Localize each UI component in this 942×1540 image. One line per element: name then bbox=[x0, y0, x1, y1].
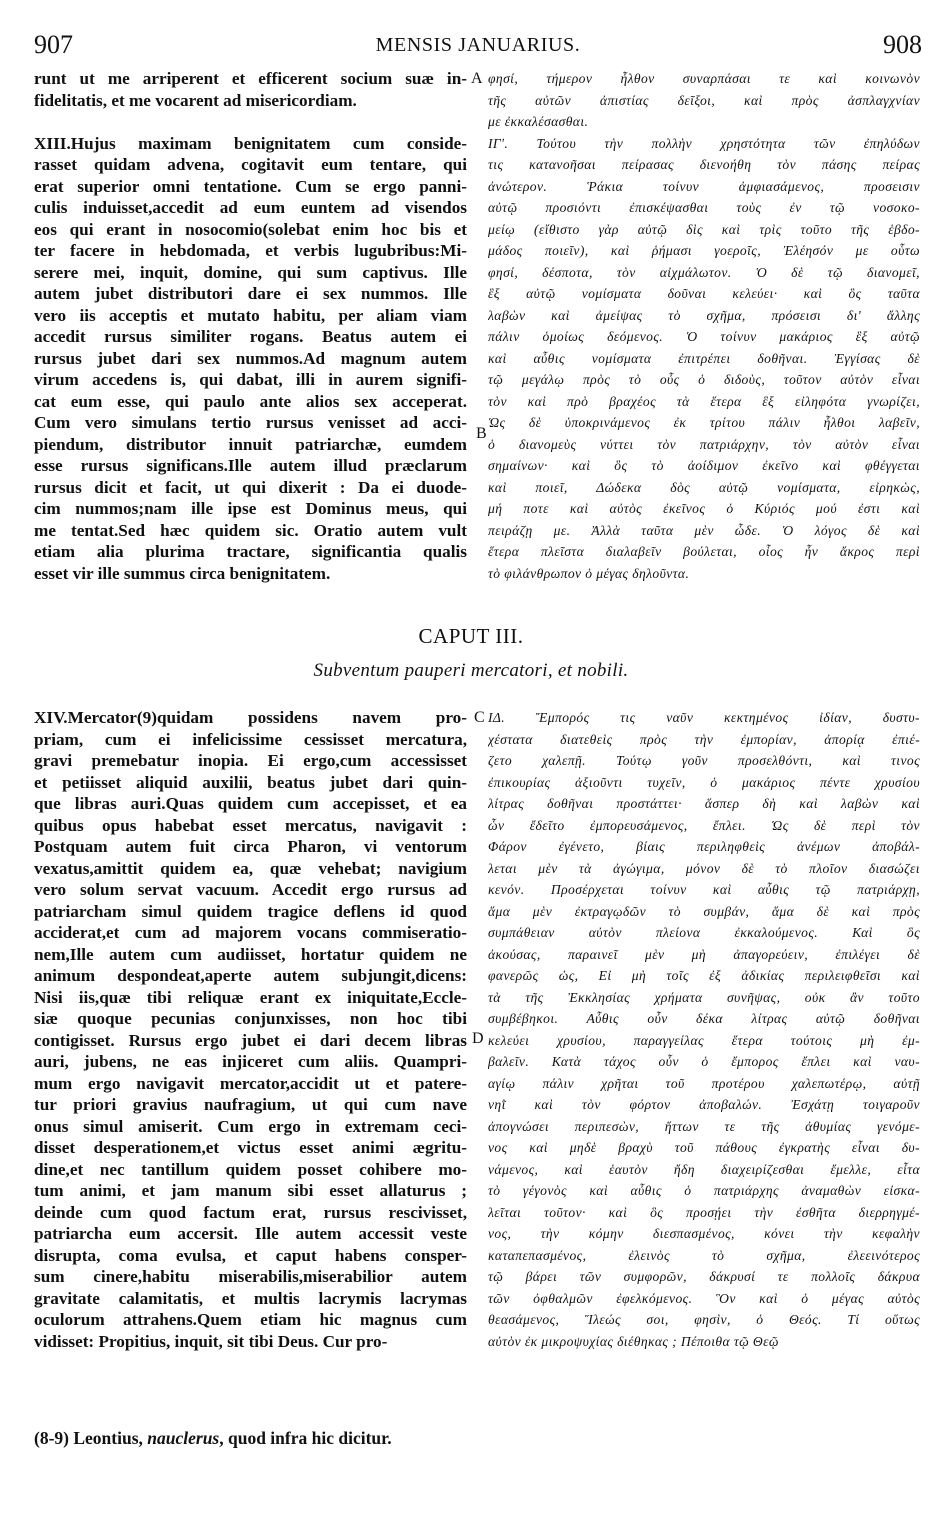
text-line: ἀκούσας, παραινεῖ μὲν μὴ ἀπαγορεύειν, ἐπιλέγει δὲ bbox=[488, 946, 920, 962]
text-line: disrupta, coma evulsa, et caput habens consper- bbox=[34, 1245, 467, 1265]
text-line: καὶ ποιεῖ, Δώδεκα δὸς αὐτῷ νομίσματα, εἰρηκὼς, bbox=[488, 479, 920, 495]
text-line: τὸ φιλάνθρωπον ὁ μέγας δηλοῦντα. bbox=[488, 565, 690, 581]
chapter-subtitle: Subventum pauperi mercatori, et nobili. bbox=[313, 660, 629, 681]
text-line: τὸν καὶ πρὸ βραχέος τὰ ἕτερα ἓξ εἰληφότα γνωρίζει, bbox=[488, 393, 920, 409]
text-line: καὶ αὖθις νομίσματα ἐπιτρέπει δοθῆναι. Ἐγγίσας δὲ bbox=[488, 350, 920, 366]
text-line: νάμενος, καὶ ἑαυτὸν ἤδη διαχειρίζεσθαι ἔμελλε, εἶτα bbox=[488, 1161, 920, 1177]
text-line: σημαίνων· καὶ ὃς τὸ ἀοίδιμον ἐκεῖνο καὶ φθέγγεται bbox=[488, 458, 920, 473]
text-line: esset vir ille summus circa benignitatem. bbox=[34, 563, 331, 583]
text-line: Nisi iis,quæ tibi reliquæ erant ex iniquitate,Eccle- bbox=[34, 987, 467, 1007]
text-line: patriarcham simul quidem tragice deflens id quod bbox=[34, 901, 467, 921]
text-line: rursus jubet dari sex nummos.Ad magnum autem bbox=[34, 348, 467, 368]
text-line: tum animi, et jam manum sibi esset allaturus ; bbox=[34, 1181, 467, 1200]
text-line: priam, cum ei infelicissime cessisset mercatura, bbox=[34, 729, 467, 749]
text-line: tur priori gravius naufragium, ut qui cum nave bbox=[34, 1095, 467, 1114]
margin-marker-b: B bbox=[476, 425, 487, 442]
text-line: νηῒ καὶ τὸν φόρτον ἀποβαλών. Ἐσχάτῃ τοιγαροῦν bbox=[488, 1097, 920, 1112]
text-line: ἕτερα πλεῖστα διαλαβεῖν βούλεται, οἷος ἦν ἄκρος περὶ bbox=[488, 544, 920, 559]
text-line: erat superior omni tentatione. Cum se ergo panni- bbox=[34, 176, 467, 196]
footnote bbox=[34, 1428, 392, 1449]
text-line: ἅμα μὲν ἐκτραγῳδῶν τὸ συμβάν, ἅμα δὲ καὶ πρὸς bbox=[488, 903, 920, 919]
text-line: πειράζῃ με. Ἀλλὰ ταῦτα μὲν ὧδε. Ὁ λόγος δὲ καὶ bbox=[488, 522, 920, 538]
text-line: φανερῶς ὡς, Εἰ μὴ τοῖς ἐξ ἀδικίας περιλειφθεῖσι καὶ bbox=[488, 968, 920, 983]
text-line: τῷ βάρει τῶν συμφορῶν, δάκρυσί τε πολλοῖς δάκρυα bbox=[488, 1269, 920, 1284]
text-line: mum ergo navigavit mercator,accidit ut et patere- bbox=[34, 1073, 467, 1093]
text-line: etiam alia plurima tractare, significantia qualis bbox=[34, 542, 467, 561]
text-line: siæ quoque pecunias conjunxisses, non hoc tibi bbox=[34, 1009, 467, 1028]
text-line: esse rursus significans.Ille autem illud præclarum bbox=[34, 456, 467, 475]
text-line: dine,et nec tantillum quidem posset cohibere mo- bbox=[34, 1159, 467, 1179]
text-line: sum cinere,habitu miserabilis,miserabilior autem bbox=[34, 1267, 467, 1286]
text-line: quibus opus habebat esset mercatus, navigavit : bbox=[34, 815, 467, 835]
text-line: Cum vero simulans tertio rursus venisset ad acci- bbox=[34, 413, 467, 432]
footnote-prefix: (8-9) Leontius, bbox=[34, 1428, 148, 1448]
text-line: Ὡς δὲ ὑποκρινάμενος ἐκ τρίτου πάλιν ἦλθοι λαβεῖν, bbox=[488, 415, 920, 430]
text-line: τις κατανοῆσαι πείρασας διενοήθη τὸν πάσης πείρας bbox=[488, 157, 920, 172]
text-line: συμβέβηκοι. Αὖθις οὖν δέκα λίτρας αὐτῷ δοθῆναι bbox=[488, 1011, 920, 1026]
text-line: animum despondeat,aperte autem subjungit,dicens: bbox=[34, 966, 467, 985]
text-line: disset desperationem,et victus esset animi ægritu- bbox=[34, 1138, 467, 1157]
text-line: τῆς αὐτῶν ἀπιστίας δεῖξοι, καὶ πρὸς ἀσπλαγχνίαν bbox=[488, 92, 920, 108]
text-line: cat eum esse, qui paulo ante alios sex acceperat. bbox=[34, 391, 467, 411]
text-line: rasset quidam advena, cogitavit eum tentare, qui bbox=[34, 155, 467, 174]
text-line: auri, jubens, ne eas injiceret cum aliis. Quampri- bbox=[34, 1052, 467, 1071]
margin-marker-c: C bbox=[474, 709, 485, 726]
text-line: ὧν ἔδεῖτο ἐμπορευσάμενος, ἔπλει. Ὡς δὲ περὶ τὸν bbox=[488, 817, 920, 833]
text-line: λεῖται τοῦτον· καὶ ὃς προσῄει τὴν ἐσθῆτα διερρηγμέ- bbox=[488, 1204, 920, 1220]
text-line: φησί, δέσποτα, τὸν αἰχμάλωτον. Ὁ δὲ τῷ διανομεῖ, bbox=[488, 264, 920, 280]
text-line: vero iis acceptis et mutato habitu, per aliam viam bbox=[34, 305, 467, 325]
text-line: gravi premebatur inopia. Ei ergo,cum accessisset bbox=[34, 751, 467, 770]
text-line: μή ποτε καὶ αὐτὸς ἐκεῖνος ὁ Κύριός μού ἐστι καὶ bbox=[488, 501, 920, 516]
text-line: λαβὼν καὶ ἀμείψας τὸ σχῆμα, πρόσεισι δι' ἄλλης bbox=[488, 307, 920, 323]
page-header bbox=[34, 30, 922, 64]
text-line: τὸ γέγονὸς καὶ αὖθις ὁ πατριάρχης ἀναμαθὼν εἰσκα- bbox=[488, 1183, 920, 1198]
footnote-emphasis: nauclerus bbox=[147, 1428, 220, 1448]
page-number-right: 908 bbox=[883, 30, 922, 59]
text-line: χέστατα διατεθεὶς πρὸς τὴν ἐμπορίαν, ἀπορίᾳ ἐπιέ- bbox=[488, 731, 920, 747]
text-line: serere mei, inquit, domine, qui sum captivus. Ille bbox=[34, 262, 467, 282]
text-line: cim nummos;nam ille ipse est Dominus meus, qui bbox=[34, 499, 467, 518]
text-line: συμπάθειαν αὐτὸν πλείονα ἐκκαλούμενος. Καὶ ὃς bbox=[488, 925, 920, 940]
text-line: θεασάμενος, Ἵλεώς σοι, φησὶν, ὁ Θεός. Τί οὕτως bbox=[488, 1312, 920, 1327]
margin-marker-a: A bbox=[471, 70, 483, 87]
text-line: eos qui erant in nosocomio(solebat enim hoc bis et bbox=[34, 219, 467, 239]
text-line: πάλιν ὁμοίως δεόμενος. Ὁ τοίνυν μακάριος ἓξ αὐτῷ bbox=[488, 329, 920, 344]
text-line: nem,Ille autem cum audiisset, hortatur quidem ne bbox=[34, 944, 467, 964]
text-line: gravitate calamitatis, et multis lacrymis lacrymas bbox=[34, 1288, 467, 1308]
text-line: acciderat,et cum ad majorem vocans commiseratio- bbox=[34, 923, 467, 942]
text-line: deinde cum quod factum erat, rursus rescivisset, bbox=[34, 1202, 467, 1222]
text-line: τῷ μεγάλῳ πρὸς τὸ οὖς ὁ διδοὺς, τοῦτον αὐτὸν εἶναι bbox=[488, 372, 920, 387]
text-line: αὐτὸν ἐκ μικροψυχίας διέθηκας ; Πέποιθα τῷ Θεῷ bbox=[488, 1333, 779, 1349]
text-line: Φάρον ἐγένετο, βίαις περιληφθεὶς ἀνέμων ἀποβάλ- bbox=[488, 839, 920, 854]
text-line: ἀνώτερον. Ῥάκια τοίνυν ἀμφιασάμενος, προσεισιν bbox=[488, 178, 920, 194]
text-line: ἐπικουρίας ἀξιοῦντι τυχεῖν, ὁ μακάριος πέντε χρυσίου bbox=[488, 774, 920, 790]
text-line: vero solum servat vacuum. Accedit ergo rursus ad bbox=[34, 880, 467, 899]
text-line: Postquam autem fuit circa Pharon, vi ventorum bbox=[34, 837, 467, 856]
text-line: oculorum attrahens.Quem etiam hic magnus cum bbox=[34, 1310, 467, 1329]
text-line: αγίῳ πάλιν χρῆται τοῦ προτέρου χαλεπωτέρῳ, αὐτῇ bbox=[488, 1075, 920, 1091]
text-line: με ἐκκαλέσασθαι. bbox=[488, 114, 589, 129]
text-line: vexatus,amittit quidem ea, quæ vehebat; navigium bbox=[34, 858, 467, 878]
text-line: patriarcha eum accersit. Ille autem accessit veste bbox=[34, 1224, 467, 1243]
text-line: νος καὶ μηδὲ βραχὺ τοῦ πάθους ἐγκρατὴς εἶναι δυ- bbox=[488, 1140, 920, 1155]
text-line: αὐτῷ προσιόντι ἐπισκέψασθαι τοὺς ἐν τῷ νοσοκο- bbox=[488, 200, 920, 215]
text-line: vidisset: Propitius, inquit, sit tibi Deus. Cur pro- bbox=[34, 1331, 388, 1351]
text-line: λίτρας δοθῆναι προστάττει· ἅσπερ δὴ καὶ λαβὼν καὶ bbox=[488, 796, 920, 811]
chapter-title: CAPUT III. bbox=[418, 624, 524, 648]
text-line: accedit rursus similiter rogans. Beatus autem ei bbox=[34, 327, 467, 346]
section-14-greek-column bbox=[488, 707, 920, 1352]
text-line: XIV.Mercator(9)quidam possidens navem pro- bbox=[34, 708, 467, 727]
text-line: ΙΔ. Ἔμπορός τις ναῦν κεκτημένος ἰδίαν, δυστυ- bbox=[488, 710, 920, 725]
text-line: βαλεῖν. Κατὰ τάχος οὖν ὁ ἔμπορος ἔπλει καὶ ναυ- bbox=[488, 1054, 920, 1069]
text-line: fidelitatis, et me vocarent ad misericordiam. bbox=[34, 90, 357, 110]
text-line: ἓξ αὐτῷ νομίσματα δοῦναι κελεύει· καὶ ὃς ταῦτα bbox=[488, 286, 920, 301]
text-line: λεται μὲν τὰ ἀγώγιμα, μόνον δὲ τὸ πλοῖον διασώζει bbox=[488, 860, 920, 876]
text-line: νος, τὴν κόμην διεσπασμένος, κόνει τὴν κεφαλὴν bbox=[488, 1226, 920, 1241]
text-line: rursus dicit et facit, ut qui dixerit : Da ei duode- bbox=[34, 477, 467, 497]
text-line: τὰ τῆς Ἐκκλησίας χρήματα συνῆψας, οὐκ ἂν τοῦτο bbox=[488, 989, 920, 1005]
text-line: ὁ διανομεὺς νύττει τὸν πατριάρχην, τὸν αὐτὸν εἶναι bbox=[488, 436, 920, 452]
running-title: MENSIS JANUARIUS. bbox=[375, 34, 581, 56]
text-line: culis induisset,accedit ad eum euntem ad visendos bbox=[34, 198, 467, 217]
section-13-latin-column bbox=[34, 68, 467, 584]
text-line: runt ut me arriperent et efficerent socium suæ in- bbox=[34, 69, 467, 88]
section-14-latin-column bbox=[34, 707, 467, 1352]
text-line: ter facere in hebdomada, et verbis lugubribus:Mi- bbox=[34, 241, 467, 260]
text-line: ἀπογνώσει περιπεσὼν, ἥττων τε τῆς ἀθυμίας γενόμε- bbox=[488, 1118, 920, 1134]
text-line: autem jubet distributori dare ei sex nummos. Ille bbox=[34, 284, 467, 303]
text-line: κενόν. Προσέρχεται τοίνυν καὶ αὖθις τῷ πατριάρχῃ, bbox=[488, 882, 920, 897]
text-line: καταπεπασμένος, ἐλεινὸς τὸ σχῆμα, ἐλεεινότερος bbox=[488, 1247, 920, 1263]
text-line: ζετο χαλεπῇ. Τούτῳ γοῦν προσελθόντι, καὶ τινος bbox=[488, 753, 920, 768]
text-line: et petiisset aliquid auxilii, beatus jubet dari quin- bbox=[34, 772, 467, 792]
footnote-suffix: , quod infra hic dicitur. bbox=[219, 1428, 392, 1448]
text-line: contigisset. Rursus ergo jubet ei dari decem libras bbox=[34, 1030, 467, 1050]
text-line: que libras auri.Quas quidem cum accepisset, et ea bbox=[34, 794, 467, 813]
page-number-left: 907 bbox=[34, 30, 73, 59]
text-line: μείῳ (εἴθιστο γὰρ αὐτῷ δὶς καὶ τρὶς τοῦτο τῆς ἑβδο- bbox=[488, 221, 920, 237]
text-line: me tentat.Sed hæc quidem sic. Oratio autem vult bbox=[34, 520, 467, 540]
text-line: XIII.Hujus maximam benignitatem cum conside- bbox=[34, 133, 467, 153]
text-line: virum accedens is, qui dabat, illi in aurem signifi- bbox=[34, 370, 467, 389]
section-13-greek-column bbox=[488, 68, 920, 584]
text-line bbox=[34, 111, 467, 133]
text-line: κελεύει χρυσίου, παραγγείλας ἕτερα τούτοις μὴ ἐμ- bbox=[488, 1032, 920, 1048]
margin-marker-d: D bbox=[472, 1030, 484, 1047]
text-line: ΙΓʹ. Τούτου τὴν πολλὴν χρηστότητα τῶν ἐπηλύδων bbox=[488, 135, 920, 151]
text-line: τῶν ὀφθαλμῶν ἐφελκόμενος. Ὃν καὶ ὁ μέγας αὐτὸς bbox=[488, 1290, 920, 1306]
text-line: μάδος ποιεῖν), καὶ ῥήμασι γοεροῖς, Ἐλέησόν με οὗτω bbox=[488, 243, 920, 258]
text-line: onus simul amiserit. Cum ergo in extremam ceci- bbox=[34, 1116, 467, 1136]
text-line: φησί, τήμερον ἦλθον συναρπάσαι τε καὶ κοινωνὸν bbox=[488, 71, 920, 86]
text-line: piendum, distributor innuit patriarchæ, eumdem bbox=[34, 434, 467, 454]
